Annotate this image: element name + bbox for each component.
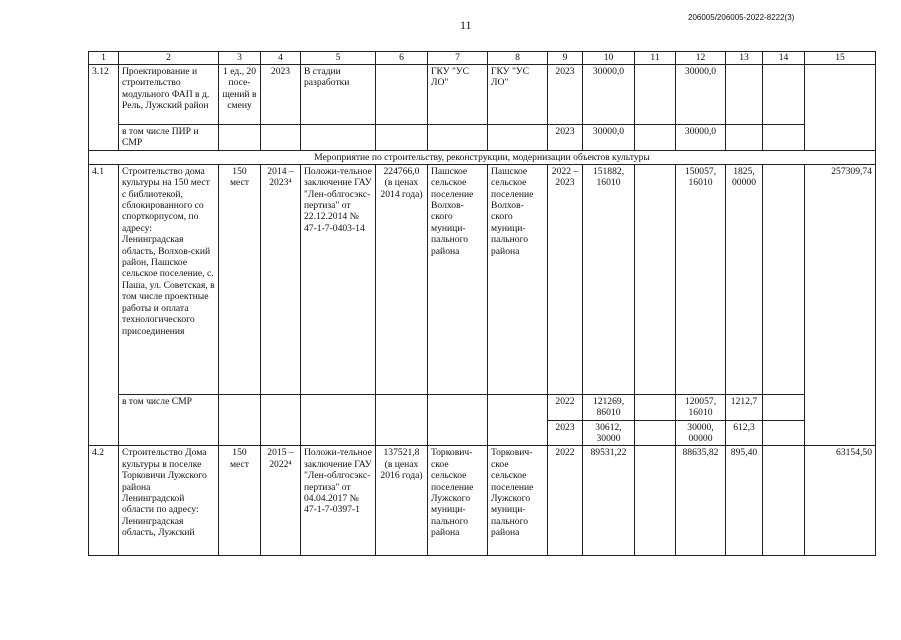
amount-col-15: 257309,74 (805, 164, 876, 446)
section-row (89, 150, 876, 164)
column-header: 5 (301, 52, 376, 65)
column-header: 12 (676, 52, 726, 65)
amount-col-13: 1825, 00000 (726, 164, 763, 394)
column-header: 8 (488, 52, 548, 65)
years: 2014 – 2023⁴ (261, 164, 301, 394)
table-row-3-12 (89, 65, 876, 125)
status: В стадии разработки (301, 65, 376, 125)
column-header: 7 (428, 52, 488, 65)
column-header: 9 (548, 52, 583, 65)
column-header: 3 (219, 52, 261, 65)
table-row-4-1-sub-a (89, 394, 876, 420)
amount-col-12: 120057, 16010 (676, 394, 726, 420)
developer: Пашское сельское поселение Волхов-ского муници-пального района (488, 164, 548, 394)
cost: 137521,8 (в ценах 2016 года) (376, 446, 428, 556)
column-header: 2 (119, 52, 219, 65)
amount-col-12: 30000,0 (676, 125, 726, 151)
amount-col-11 (635, 164, 676, 394)
row-number: 4.1 (89, 164, 119, 446)
row-number: 3.12 (89, 65, 119, 151)
total-amount: 30000,0 (583, 65, 635, 125)
total-amount: 89531,22 (583, 446, 635, 556)
amount-col-15 (805, 65, 876, 151)
column-header: 10 (583, 52, 635, 65)
row-number: 4.2 (89, 446, 119, 556)
year: 2023 (548, 420, 583, 446)
object-name: в том числе ПИР и СМР (119, 125, 219, 151)
amount-col-11 (635, 446, 676, 556)
total-amount: 121269, 86010 (583, 394, 635, 420)
amount-col-11 (635, 65, 676, 125)
year: 2023 (548, 65, 583, 125)
years: 2015 – 2022⁴ (261, 446, 301, 556)
amount-col-15: 63154,50 (805, 446, 876, 556)
years: 2023 (261, 65, 301, 125)
amount-col-13: 895,40 (726, 446, 763, 556)
amount-col-13 (726, 65, 763, 125)
year: 2022 (548, 394, 583, 420)
developer: ГКУ "УС ЛО" (488, 65, 548, 125)
capacity: 150 мест (219, 164, 261, 394)
column-header: 6 (376, 52, 428, 65)
column-number-row (89, 52, 876, 65)
column-header: 1 (89, 52, 119, 65)
cost (376, 65, 428, 125)
object-name: в том числе СМР (119, 394, 219, 446)
customer: Торкович-ское сельское поселение Лужского муници-пального района (428, 446, 488, 556)
total-amount: 151882, 16010 (583, 164, 635, 394)
section-title: Мероприятие по строительству, реконструкции, модернизации объектов культуры (89, 150, 876, 164)
amount-col-13: 1212,7 (726, 394, 763, 420)
amount-col-14 (763, 164, 805, 394)
object-name: Проектирование и строительство модульного ФАП в д. Рель, Лужский район (119, 65, 219, 125)
amount-col-12: 88635,82 (676, 446, 726, 556)
column-header: 15 (805, 52, 876, 65)
amount-col-12: 150057, 16010 (676, 164, 726, 394)
column-header: 13 (726, 52, 763, 65)
total-amount: 30612, 30000 (583, 420, 635, 446)
status: Положи-тельное заключение ГАУ "Лен-облгосэкс-пертиза" от 04.04.2017 № 47-1-7-0397-1 (301, 446, 376, 556)
column-header: 14 (763, 52, 805, 65)
table-row-3-12-sub (89, 125, 876, 151)
capacity: 1 ед., 20 посе-щений в смену (219, 65, 261, 125)
amount-col-14 (763, 65, 805, 125)
page-number: 11 (460, 18, 472, 32)
object-name: Строительство дома культуры на 150 мест с библиотекой, сблокированного со спорткорпусом, по адресу: Ленинградская область, Волхов-ский район, Пашское сельское поселение, с. Паша, ул. Советская, в том числе проектные работы и оплата технологического присоединения (119, 164, 219, 394)
amount-col-13: 612,3 (726, 420, 763, 446)
table-row-4-1 (89, 164, 876, 394)
developer: Торкович-ское сельское поселение Лужского муници-пального района (488, 446, 548, 556)
year: 2022 (548, 446, 583, 556)
budget-table (88, 51, 876, 556)
capacity: 150 мест (219, 446, 261, 556)
status: Положи-тельное заключение ГАУ "Лен-облгосэкс-пертиза" от 22.12.2014 № 47-1-7-0403-14 (301, 164, 376, 394)
amount-col-14 (763, 446, 805, 556)
customer: Пашское сельское поселение Волхов-ского муници-пального района (428, 164, 488, 394)
year: 2023 (548, 125, 583, 151)
amount-col-12: 30000,0 (676, 65, 726, 125)
total-amount: 30000,0 (583, 125, 635, 151)
column-header: 4 (261, 52, 301, 65)
customer: ГКУ "УС ЛО" (428, 65, 488, 125)
cost: 224766,0 (в ценах 2014 года) (376, 164, 428, 394)
object-name: Строительство Дома культуры в поселке Торковичи Лужского района Ленинградской области по адресу: Ленинградская область, Лужский (119, 446, 219, 556)
document-code: 206005/206005-2022-8222(3) (688, 13, 795, 22)
table-row-4-2 (89, 446, 876, 556)
amount-col-12: 30000, 00000 (676, 420, 726, 446)
year: 2022 – 2023 (548, 164, 583, 394)
column-header: 11 (635, 52, 676, 65)
